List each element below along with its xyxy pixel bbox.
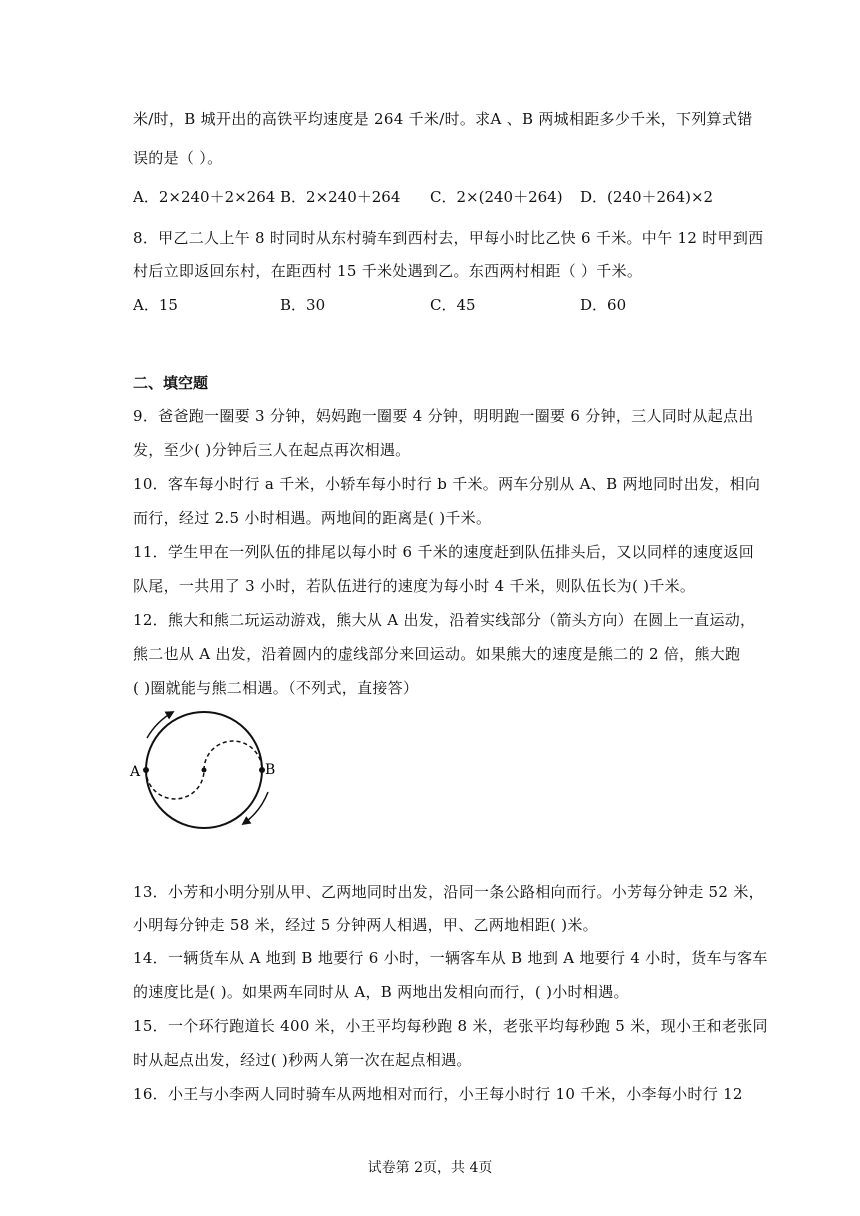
q7-option-a: A．2×240＋2×264 bbox=[133, 188, 276, 206]
q7-line-1: 米/时，B 城开出的高铁平均速度是 264 千米/时。求A 、B 两城相距多少千米，下列算式错 bbox=[133, 110, 753, 128]
q12-circle-figure bbox=[125, 700, 285, 840]
q7-option-b: B．2×240＋264 bbox=[280, 188, 401, 206]
arrow-top-left bbox=[147, 712, 173, 738]
q11-line-1: 11．学生甲在一列队伍的排尾以每小时 6 千米的速度赶到队伍排头后，又以同样的速度返回 bbox=[133, 543, 755, 561]
q8-option-c: C．45 bbox=[430, 296, 476, 314]
q14-line-2: 的速度比是( )。如果两车同时从 A，B 两地出发相向而行，( )小时相遇。 bbox=[133, 983, 629, 1001]
q11-line-2: 队尾，一共用了 3 小时，若队伍进行的速度为每小时 4 千米，则队伍长为( )千米。 bbox=[133, 577, 696, 595]
q13-line-2: 小明每分钟走 58 米，经过 5 分钟两人相遇，甲、乙两地相距( )米。 bbox=[133, 916, 598, 934]
q8-line-2: 村后立即返回东村，在距西村 15 千米处遇到乙。东西两村相距（ ）千米。 bbox=[133, 262, 643, 280]
q7-option-d: D．(240＋264)×2 bbox=[580, 188, 714, 206]
q12-line-1: 12．熊大和熊二玩运动游戏，熊大从 A 出发，沿着实线部分（箭头方向）在圆上一直运动， bbox=[133, 611, 756, 629]
q16-line-1: 16．小王与小李两人同时骑车从两地相对而行，小王每小时行 10 千米，小李每小时行 12 bbox=[133, 1085, 743, 1103]
q12-line-2: 熊二也从 A 出发，沿着圆内的虚线部分来回运动。如果熊大的速度是熊二的 2 倍，熊大跑 bbox=[133, 645, 741, 663]
q7-option-c: C．2×(240＋264) bbox=[430, 188, 563, 206]
q13-line-1: 13．小芳和小明分别从甲、乙两地同时出发，沿同一条公路相向而行。小芳每分钟走 52 米， bbox=[133, 883, 764, 901]
q9-line-1: 9．爸爸跑一圈要 3 分钟，妈妈跑一圈要 4 分钟，明明跑一圈要 6 分钟，三人同时从起点出 bbox=[133, 407, 754, 425]
point-mid bbox=[202, 768, 207, 773]
q12-line-3: ( )圈就能与熊二相遇。（不列式，直接答） bbox=[133, 679, 419, 697]
q8-line-1: 8．甲乙二人上午 8 时同时从东村骑车到西村去，甲每小时比乙快 6 千米。中午 12 时甲到西 bbox=[133, 229, 764, 247]
q15-line-2: 时从起点出发，经过( )秒两人第一次在起点相遇。 bbox=[133, 1051, 472, 1069]
q7-line-2: 误的是（ ）。 bbox=[133, 149, 223, 167]
label-a: A bbox=[130, 764, 141, 780]
q9-line-2: 发，至少( )分钟后三人在起点再次相遇。 bbox=[133, 441, 411, 459]
q14-line-1: 14．一辆货车从 A 地到 B 地要行 6 小时，一辆客车从 B 地到 A 地要行 4 小时，货车与客车 bbox=[133, 949, 768, 967]
q8-option-d: D．60 bbox=[580, 296, 627, 314]
label-b: B bbox=[265, 762, 276, 778]
point-a bbox=[143, 767, 149, 773]
section-heading: 二、填空题 bbox=[133, 374, 209, 392]
q10-line-1: 10．客车每小时行 a 千米，小轿车每小时行 b 千米。两车分别从 A、B 两地同时出发，相向 bbox=[133, 475, 761, 493]
q15-line-1: 15．一个环行跑道长 400 米，小王平均每秒跑 8 米，老张平均每秒跑 5 米，现小王和老张同 bbox=[133, 1017, 768, 1035]
q8-option-b: B．30 bbox=[280, 296, 326, 314]
q8-option-a: A．15 bbox=[133, 296, 178, 314]
page-footer: 试卷第 2页，共 4页 bbox=[367, 1160, 493, 1176]
q10-line-2: 而行，经过 2.5 小时相遇。两地间的距离是( )千米。 bbox=[133, 509, 492, 527]
